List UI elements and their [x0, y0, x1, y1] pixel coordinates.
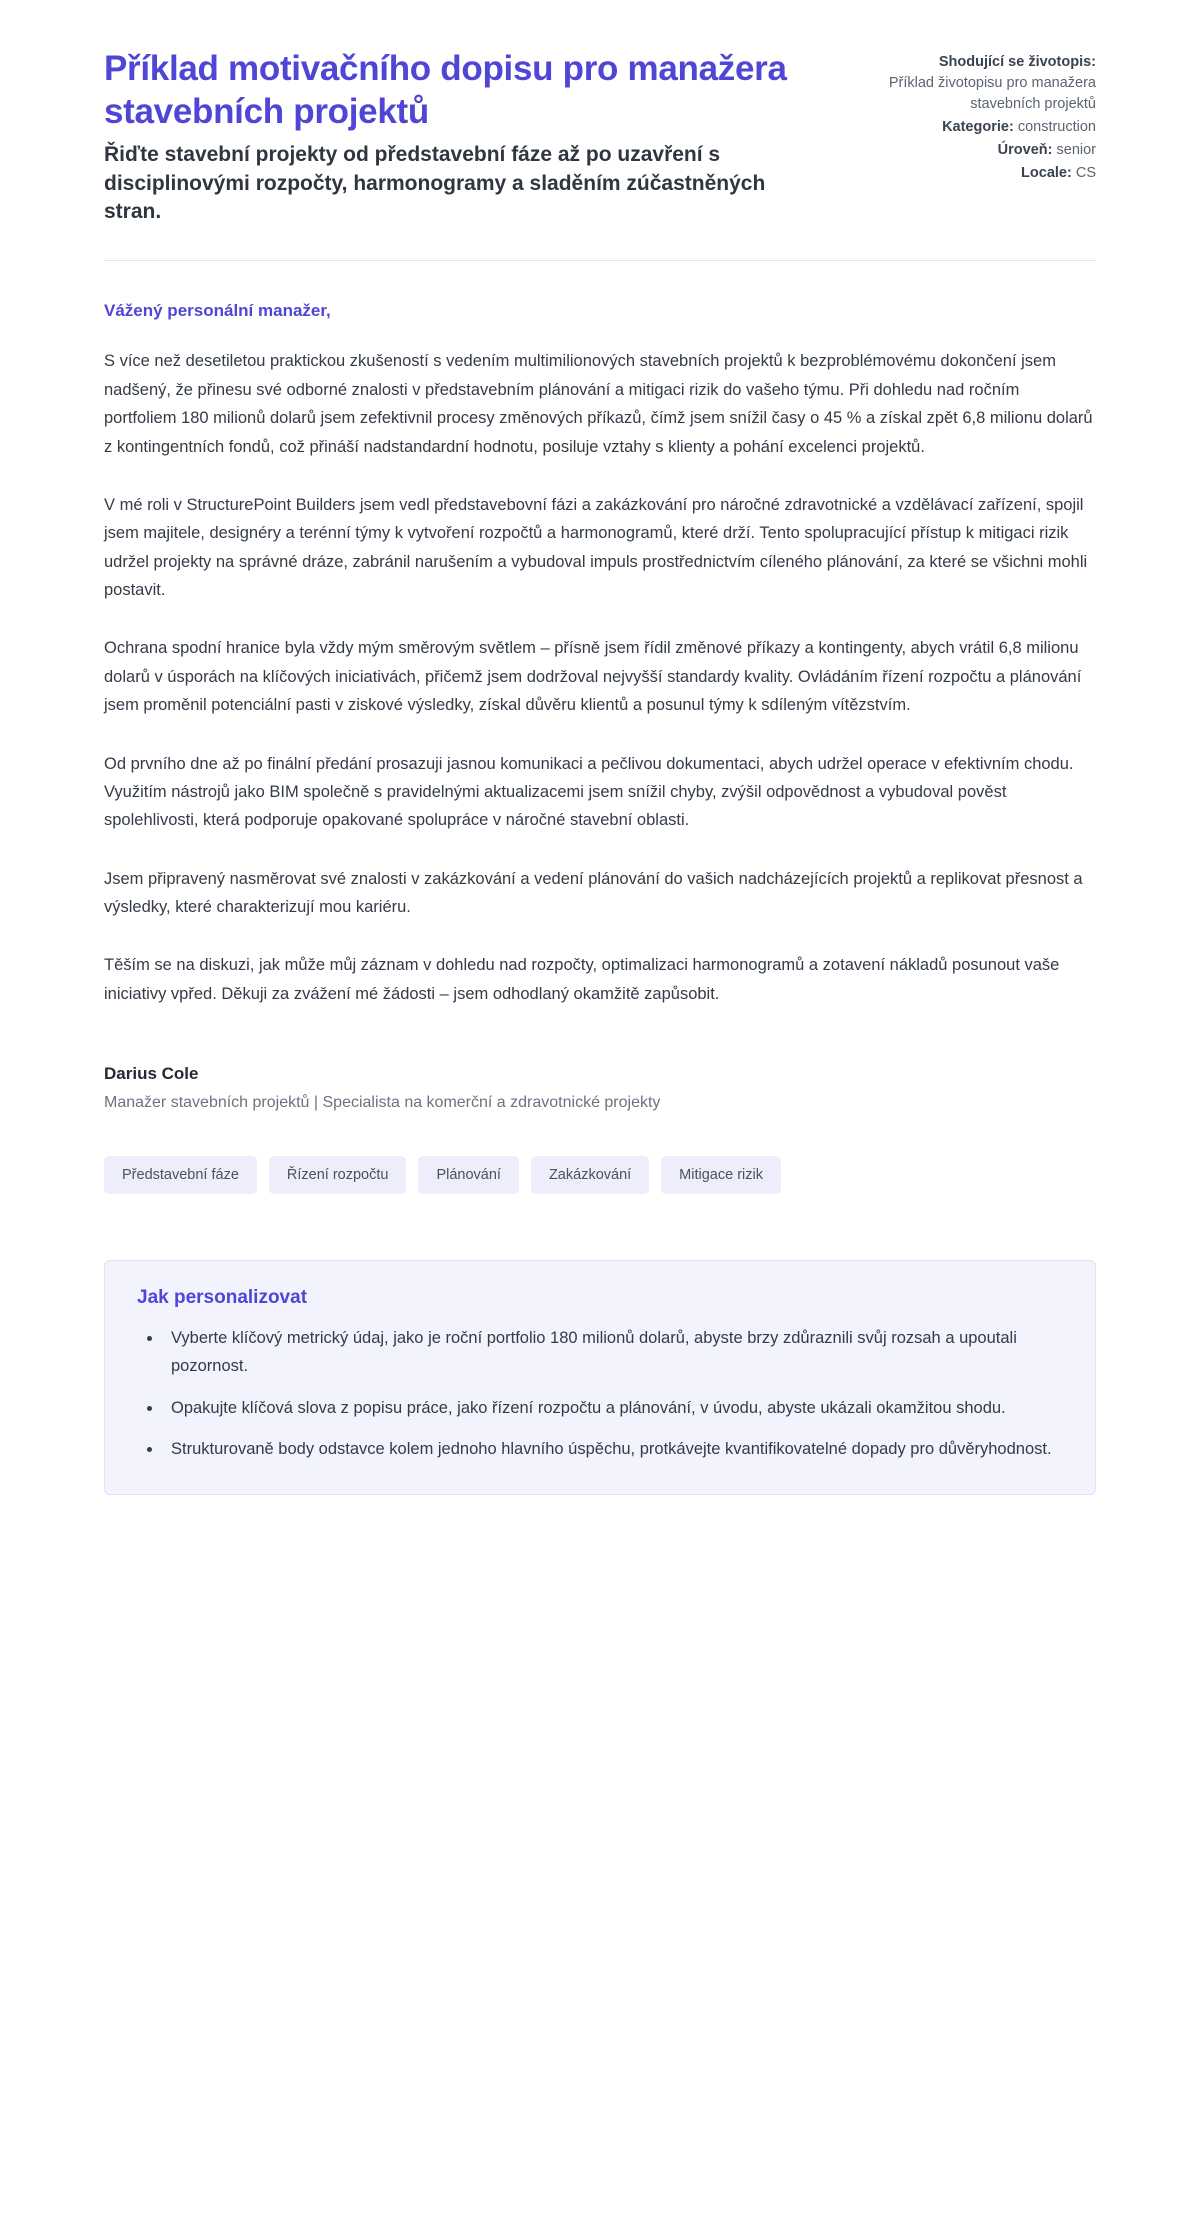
letter-paragraph: Ochrana spodní hranice byla vždy mým směrovým světlem – přísně jsem řídil změnové příkazy a kontingenty, abych vrátil 6,8 milionu dolarů v úsporách na klíčových iniciativách, přičemž jsem dodržoval nejvyšší standardy kvality. Ovládáním řízení rozpočtu a plánování jsem proměnil potenciální pasti v ziskové výsledky, získal důvěru klientů a posunul týmy k sdíleným vítězstvím.: [104, 639, 1082, 715]
meta-locale-value: CS: [1075, 165, 1096, 182]
letter-paragraph: Těším se na diskuzi, jak může můj záznam v dohledu nad rozpočty, optimalizaci harmonogramů a zotavení nákladů posunout vaše iniciativy vpřed. Děkuji za zvážení mé žádosti – jsem odhodlaný okamžitě zapůsobit.: [104, 956, 1060, 1003]
letter-signature: [104, 1064, 1096, 1112]
cover-letter-body: [104, 301, 1096, 1112]
tips-list: [137, 1325, 1063, 1464]
letter-paragraph: V mé roli v StructurePoint Builders jsem vedl představebovní fázi a zakázkování pro náročné zdravotnické a vzdělávací zařízení, spojil jsem majitele, designéry a terénní týmy k vytvoření rozpočtů a harmonogramů, které drží. Tento spolupracující přístup k mitigaci rizik udržel projekty na správné dráze, zabránil narušením a vybudoval impuls prostřednictvím cíleného plánování, za které se všichni mohli postavit.: [104, 495, 1088, 600]
tips-list-item: • Vyberte klíčový metrický údaj, jako je roční portfolio 180 milionů dolarů, abyste brzy zdůraznili svůj rozsah a upoutali pozornost.: [163, 1325, 1063, 1380]
signature-role: Manažer stavebních projektů | Specialista na komerční a zdravotnické projekty: [104, 1094, 661, 1112]
letter-salutation: Vážený personální manažer,: [104, 301, 331, 321]
meta-level: [844, 140, 1096, 161]
tips-list-item: • Opakujte klíčová slova z popisu práce, jako řízení rozpočtu a plánování, v úvodu, abyste ukázali okamžitou shodu.: [163, 1395, 1063, 1423]
tag-item[interactable]: Plánování: [418, 1156, 519, 1194]
tag-list: [104, 1156, 1096, 1194]
page-subtitle: Řiďte stavební projekty od představební fáze až po uzavření s disciplinovými rozpočty, harmonogramy a sladěním zúčastněných stran.: [104, 143, 766, 224]
letter-paragraph: Od prvního dne až po finální předání prosazuji jasnou komunikaci a pečlivou dokumentaci, abych udržel operace v efektivním chodu. Využitím nástrojů jako BIM společně s pravidelnými aktualizacemi jsem snížil chyby, zvýšil odpovědnost a vybudoval pověst spolehlivosti, která podporuje opakované spolupráce v náročné stavební oblasti.: [104, 754, 1074, 830]
signature-name: Darius Cole: [104, 1064, 199, 1084]
tag-item[interactable]: Zakázkování: [531, 1156, 649, 1194]
meta-locale-label: Locale:: [1021, 165, 1072, 182]
document-header: [104, 48, 1096, 226]
tag-item[interactable]: Řízení rozpočtu: [269, 1156, 407, 1194]
meta-locale: [844, 163, 1096, 184]
meta-category: [844, 117, 1096, 138]
meta-matching-resume-value: Příklad životopisu pro manažera stavebních projektů: [888, 75, 1096, 113]
letter-paragraph: Jsem připravený nasměrovat své znalosti v zakázkování a vedení plánování do vašich nadcházejících projektů a replikovat přesnost a výsledky, které charakterizují mou kariéru.: [104, 869, 1083, 917]
tips-title: Jak personalizovat: [137, 1287, 308, 1309]
meta-matching-resume: [844, 52, 1096, 115]
meta-category-value: construction: [1017, 119, 1096, 136]
letter-paragraph: S více než desetiletou praktickou zkušeností s vedením multimilionových stavebních projektů k bezproblémovému dokončení jsem nadšený, že přinesu své odborné znalosti v představebním plánování a mitigaci rizik do vašeho týmu. Při dohledu nad ročním portfoliem 180 milionů dolarů jsem zefektivnil procesy změnových příkazů, čímž jsem snížil časy o 45 % a získal zpět 6,8 milionu dolarů z kontingentních fondů, což přináší nadstandardní hodnotu, posiluje vztahy s klienty a pohání excelenci projektů.: [104, 352, 1093, 456]
page-title: Příklad motivačního dopisu pro manažera stavebních projektů: [104, 49, 787, 131]
meta-level-label: Úroveň:: [997, 142, 1053, 159]
meta-matching-resume-label: Shodující se životopis:: [938, 54, 1096, 70]
personalization-tips-panel: [104, 1260, 1096, 1495]
header-divider: [104, 260, 1096, 261]
header-text-block: [104, 48, 804, 226]
tips-list-item: • Strukturovaně body odstavce kolem jednoho hlavního úspěchu, protkávejte kvantifikovatelné dopady pro důvěryhodnost.: [163, 1436, 1063, 1464]
tag-item[interactable]: Mitigace rizik: [661, 1156, 781, 1194]
tag-item[interactable]: Představební fáze: [104, 1156, 257, 1194]
meta-category-label: Kategorie:: [942, 119, 1014, 136]
document-meta: [844, 48, 1096, 186]
meta-level-value: senior: [1056, 142, 1096, 159]
